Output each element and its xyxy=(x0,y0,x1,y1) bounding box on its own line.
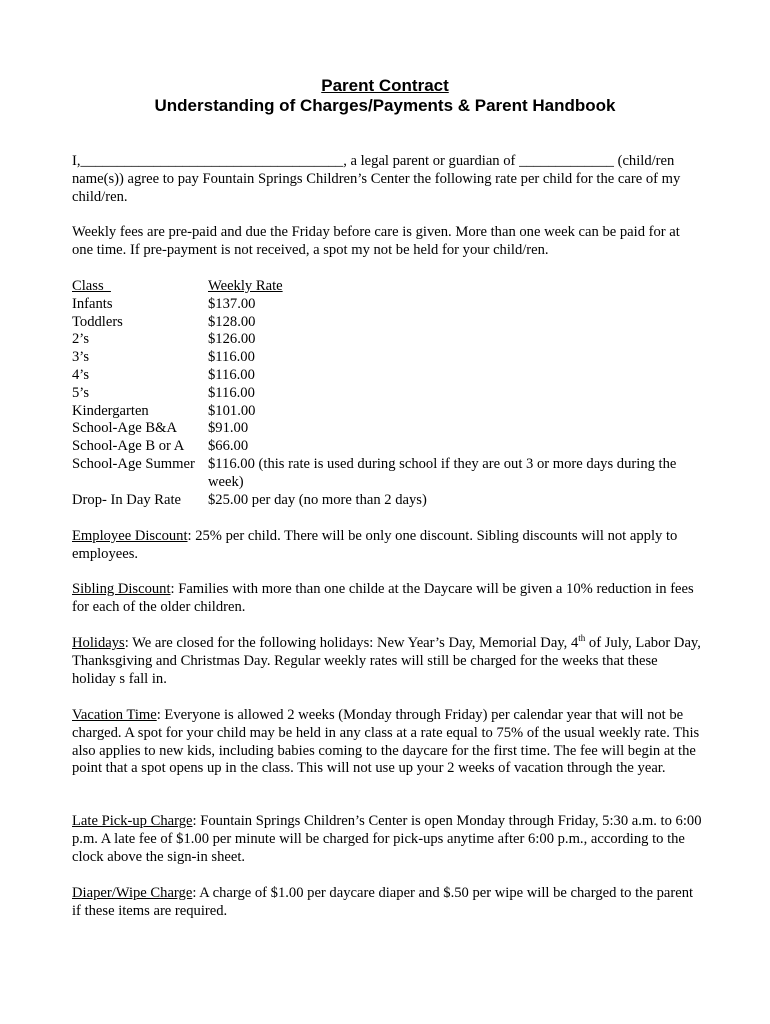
rate-class: 2’s xyxy=(72,331,90,348)
employee-discount-heading: Employee Discount xyxy=(72,528,188,544)
holidays-heading: Holidays xyxy=(72,635,125,651)
rate-value: $116.00 (this rate is used during school if they are out 3 or more days during the week) xyxy=(208,455,677,490)
rate-value: $25.00 per day (no more than 2 days) xyxy=(208,491,427,508)
rate-value: $116.00 xyxy=(208,349,255,366)
rate-value: $116.00 xyxy=(208,366,255,383)
sibling-discount-heading: Sibling Discount xyxy=(72,581,171,597)
employee-discount-paragraph xyxy=(72,528,704,564)
intro-mid: , a legal parent or guardian of xyxy=(343,153,520,169)
vacation-time-text: : Everyone is allowed 2 weeks (Monday through Friday) per calendar year that will not be charged. A spot for your child may be held in any class at a rate equal to 75% of the usual weekly rate. This also applies to new kids, including babies coming to the daycare for the first time. The fee will begin at the point that a spot opens up in the class. This will not use up your 2 weeks of vacation through the year. xyxy=(72,707,700,777)
vacation-time-heading: Vacation Time xyxy=(72,707,157,723)
rate-class: 4’s xyxy=(72,366,90,383)
rate-row xyxy=(72,385,704,403)
rate-class: School-Age Summer xyxy=(72,455,195,472)
rate-row xyxy=(72,492,704,510)
rate-row xyxy=(72,367,704,385)
rate-value: $66.00 xyxy=(208,438,249,455)
rate-value: $91.00 xyxy=(208,420,249,437)
rate-value: $128.00 xyxy=(208,313,256,330)
page-title: Parent Contract xyxy=(321,76,449,95)
diaper-wipe-paragraph xyxy=(72,885,704,921)
late-pickup-paragraph xyxy=(72,813,704,866)
rate-class: Infants xyxy=(72,295,113,312)
rate-row xyxy=(72,438,704,456)
rate-class: 5’s xyxy=(72,384,90,401)
rate-class: School-Age B or A xyxy=(72,438,185,455)
rate-class: 3’s xyxy=(72,349,90,366)
rate-row xyxy=(72,331,704,349)
weekly-fees-text: Weekly fees are pre-paid and due the Friday before care is given. More than one week can be paid for at one time. If pre-payment is not received, a spot my not be held for your child/ren. xyxy=(72,224,680,258)
rate-value: $116.00 xyxy=(208,384,255,401)
page-subtitle: Understanding of Charges/Payments & Parent Handbook xyxy=(154,96,616,115)
rate-table-header xyxy=(72,278,704,296)
late-pickup-text: : Fountain Springs Children’s Center is open Monday through Friday, 5:30 a.m. to 6:00 p.m. A late fee of $1.00 per minute will be charged for pick-ups anytime after 6:00 p.m., according to the clock above the sign-in sheet. xyxy=(72,813,702,865)
employee-discount-text: : 25% per child. There will be only one discount. Sibling discounts will not apply to employees. xyxy=(72,528,678,562)
rate-class: School-Age B&A xyxy=(72,420,177,437)
rate-table xyxy=(72,278,704,509)
ordinal-suffix: th xyxy=(578,633,586,643)
rate-value: $101.00 xyxy=(208,402,256,419)
rate-class: Toddlers xyxy=(72,313,123,330)
holidays-text: : We are closed for the following holidays: New Year’s Day, Memorial Day, 4 xyxy=(124,635,579,651)
holidays-text-cont: of July, Labor Day, Thanksgiving and Christmas Day. Regular weekly rates will still be charged for the weeks that these holiday s fall in. xyxy=(72,635,701,687)
sibling-discount-paragraph xyxy=(72,581,704,617)
rate-row xyxy=(72,349,704,367)
diaper-wipe-text: : A charge of $1.00 per daycare diaper and $.50 per wipe will be charged to the parent if these items are required. xyxy=(72,885,694,919)
diaper-wipe-heading: Diaper/Wipe Charge xyxy=(72,885,193,901)
parent-name-blank: ____________________________________ xyxy=(80,153,344,169)
rate-value: $137.00 xyxy=(208,295,256,312)
rate-class: Kindergarten xyxy=(72,402,149,419)
class-column-header: Class xyxy=(72,278,111,294)
rate-row xyxy=(72,403,704,421)
rate-row xyxy=(72,420,704,438)
rate-value: $126.00 xyxy=(208,331,256,348)
late-pickup-heading: Late Pick-up Charge xyxy=(72,813,193,829)
intro-start: I, xyxy=(72,153,81,169)
rate-class: Drop- In Day Rate xyxy=(72,491,182,508)
child-name-blank: _____________ xyxy=(519,153,614,169)
intro-paragraph xyxy=(72,153,704,206)
vacation-time-paragraph xyxy=(72,707,704,778)
rate-row xyxy=(72,456,704,492)
rate-row xyxy=(72,314,704,332)
rate-column-header: Weekly Rate xyxy=(208,278,283,294)
rate-row xyxy=(72,296,704,314)
intro-rest: (child/ren name(s)) agree to pay Fountain Springs Children’s Center the following rate per child for the care of my child/ren. xyxy=(72,153,681,205)
sibling-discount-text: : Families with more than one childe at the Daycare will be given a 10% reduction in fees for each of the older children. xyxy=(72,581,694,615)
holidays-paragraph xyxy=(72,635,704,688)
weekly-fees-paragraph xyxy=(72,224,704,260)
